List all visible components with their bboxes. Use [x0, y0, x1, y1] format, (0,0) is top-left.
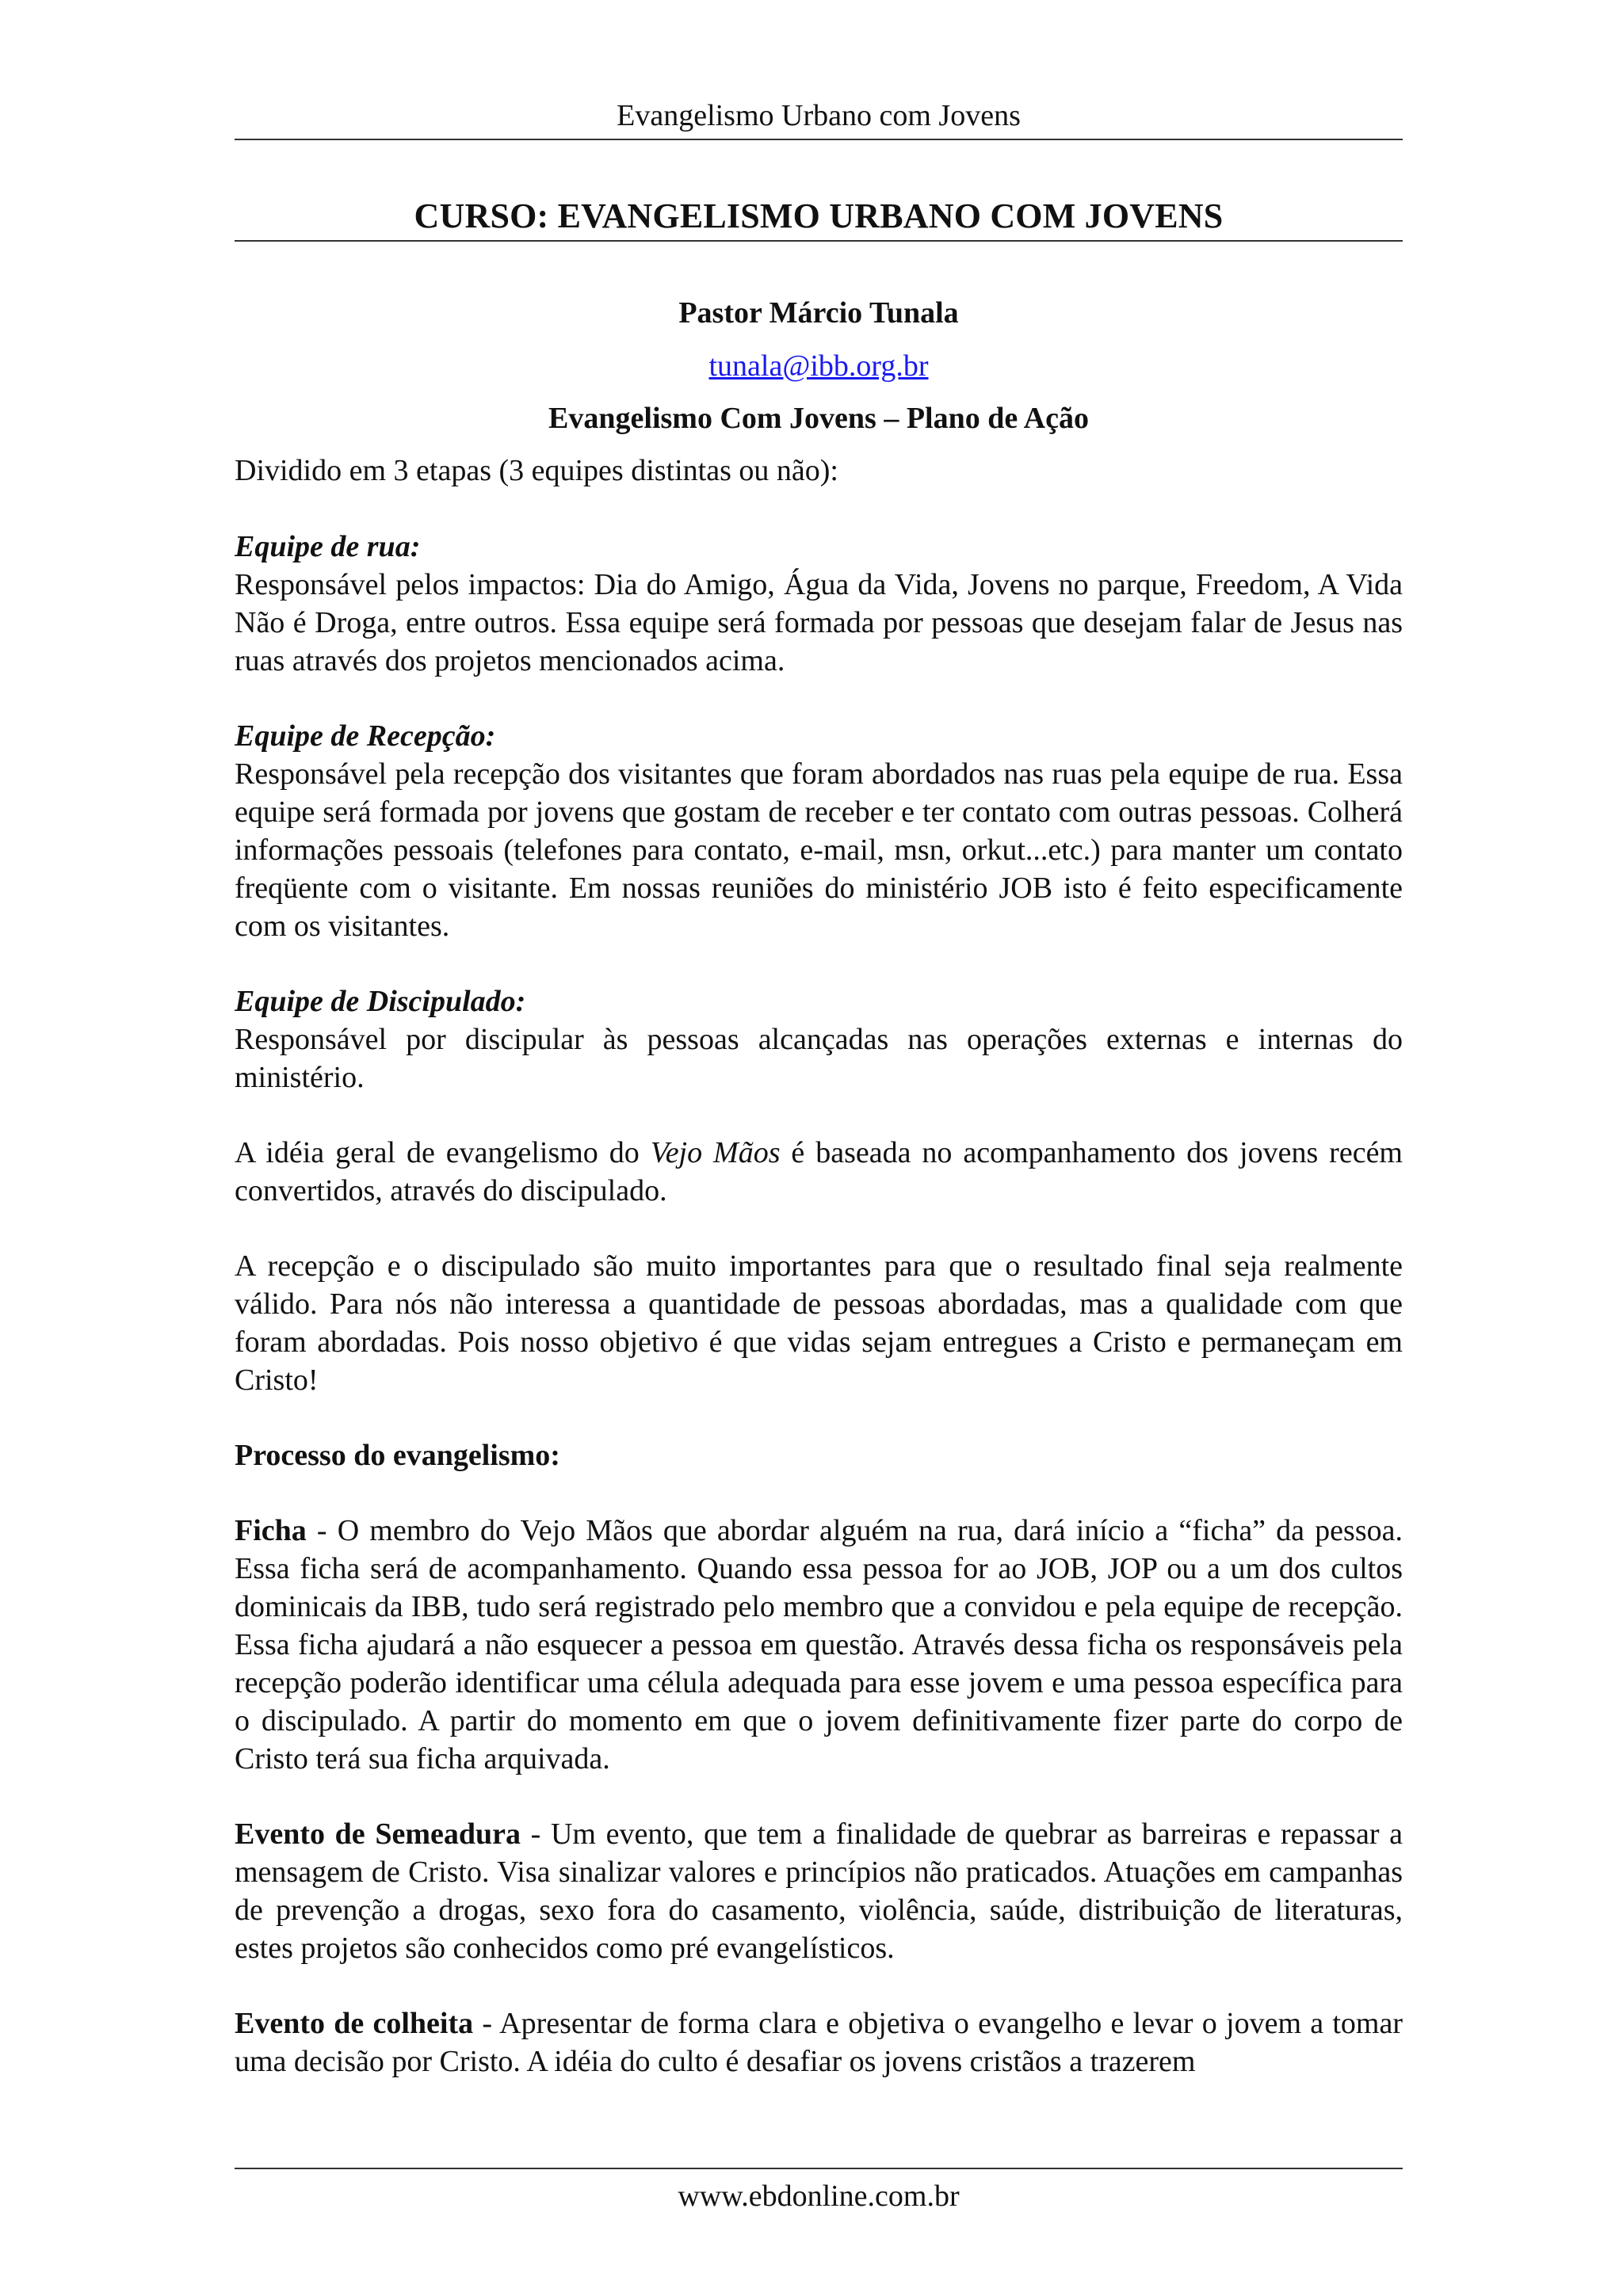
- header-rule: [235, 139, 1403, 140]
- title-rule: [235, 240, 1403, 242]
- running-header: Evangelismo Urbano com Jovens: [617, 99, 1021, 132]
- colheita-term: Evento de colheita: [235, 2007, 474, 2040]
- running-footer: www.ebdonline.com.br: [678, 2180, 960, 2213]
- ficha-paragraph: [235, 1512, 1403, 1778]
- ficha-text: - O membro do Vejo Mãos que abordar alguém na rua, dará início a “ficha” da pessoa. Essa ficha será de acompanhamento. Quando essa pessoa for ao JOB, JOP ou a um dos cultos dominicais da IBB, tudo será registrado pelo membro que a convidou e pela equipe de recepção. Essa ficha ajudará a não esquecer a pessoa em questão. Através dessa ficha os responsáveis pela recepção poderão identificar uma célula adequada para esse jovem e uma pessoa específica para o discipulado. A partir do momento em que o jovem definitivamente fizer parte do corpo de Cristo terá sua ficha arquivada.: [235, 1514, 1403, 1775]
- email-link[interactable]: tunala@ibb.org.br: [708, 349, 929, 383]
- ficha-term: Ficha: [235, 1514, 307, 1547]
- section-equipe-discipulado: [235, 982, 1403, 1097]
- document-title: CURSO: EVANGELISMO URBANO COM JOVENS: [414, 196, 1224, 235]
- section-heading: Equipe de Recepção:: [235, 719, 496, 753]
- document-page: [235, 0, 1403, 2296]
- section-text: Responsável por discipular às pessoas alcançadas nas operações externas e internas do ministério.: [235, 1023, 1403, 1094]
- colheita-paragraph: [235, 2004, 1403, 2081]
- semeadura-paragraph: [235, 1815, 1403, 1967]
- footer-rule: [235, 2168, 1403, 2169]
- semeadura-term: Evento de Semeadura: [235, 1817, 521, 1851]
- ideia-text-after: é baseada no acompanhamento dos jovens recém convertidos, através do discipulado.: [235, 1136, 1403, 1207]
- ideia-emphasis: Vejo Mãos: [650, 1136, 781, 1169]
- colheita-text: - Apresentar de forma clara e objetiva o evangelho e levar o jovem a tomar uma decisão por Cristo. A idéia do culto é desafiar os jovens cristãos a trazerem: [235, 2007, 1403, 2078]
- ideia-paragraph: [235, 1134, 1403, 1210]
- section-equipe-recepcao: [235, 717, 1403, 945]
- intro-paragraph: Dividido em 3 etapas (3 equipes distintas ou não):: [235, 454, 838, 487]
- recepcao-discipulado-paragraph: A recepção e o discipulado são muito importantes para que o resultado final seja realmente válido. Para nós não interessa a quantidade de pessoas abordadas, mas a qualidade com que foram abordadas. Pois nosso objetivo é que vidas sejam entregues a Cristo e permaneçam em Cristo!: [235, 1249, 1403, 1397]
- processo-heading: Processo do evangelismo:: [235, 1439, 560, 1472]
- section-equipe-rua: [235, 528, 1403, 680]
- author-name: Pastor Márcio Tunala: [678, 296, 959, 330]
- section-heading: Equipe de Discipulado:: [235, 985, 526, 1018]
- section-heading: Equipe de rua:: [235, 530, 421, 563]
- author-email: [235, 348, 1403, 384]
- ideia-text-before: A idéia geral de evangelismo do: [235, 1136, 651, 1169]
- section-text: Responsável pela recepção dos visitantes que foram abordados nas ruas pela equipe de rua. Essa equipe será formada por jovens que gostam de receber e ter contato com outras pessoas. Colherá informações pessoais (telefones para contato, e-mail, msn, orkut...etc.) para manter um contato freqüente com o visitante. Em nossas reuniões do ministério JOB isto é feito especificamente com os visitantes.: [235, 757, 1403, 943]
- document-subtitle: Evangelismo Com Jovens – Plano de Ação: [548, 402, 1089, 435]
- semeadura-text: - Um evento, que tem a finalidade de quebrar as barreiras e repassar a mensagem de Cristo. Visa sinalizar valores e princípios não praticados. Atuações em campanhas de prevenção a drogas, sexo fora do casamento, violência, saúde, distribuição de literaturas, estes projetos são conhecidos como pré evangelísticos.: [235, 1817, 1403, 1965]
- document-body: [235, 452, 1403, 2118]
- section-text: Responsável pelos impactos: Dia do Amigo, Água da Vida, Jovens no parque, Freedom, A Vida Não é Droga, entre outros. Essa equipe será formada por pessoas que desejam falar de Jesus nas ruas através dos projetos mencionados acima.: [235, 568, 1403, 677]
